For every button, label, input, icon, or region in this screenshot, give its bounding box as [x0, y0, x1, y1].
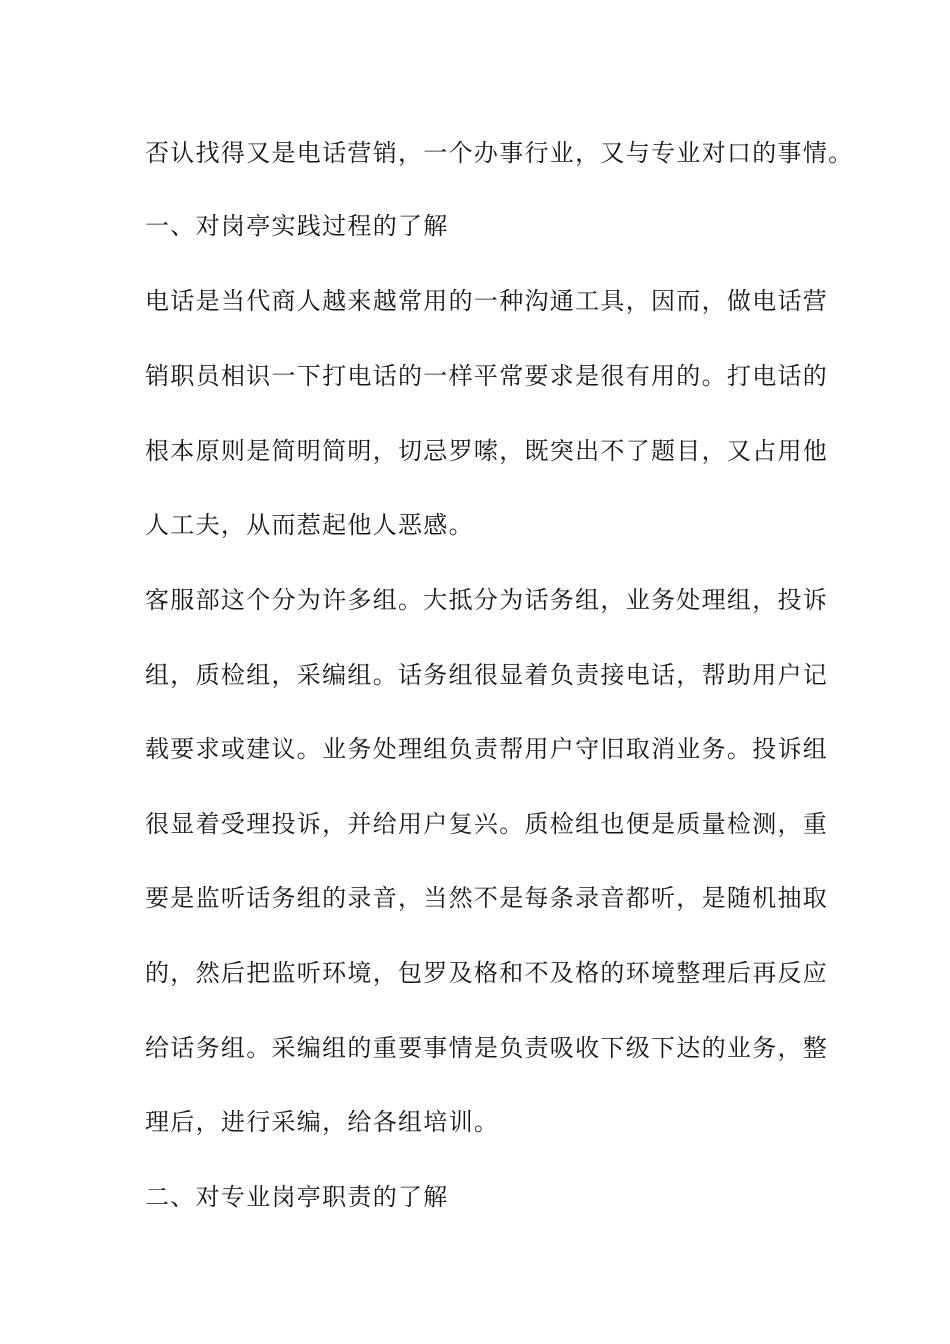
- paragraph-line: 很显着受理投诉，并给用户复兴。质检组也便是质量检测，重: [145, 810, 829, 838]
- paragraph-line: 给话务组。采编组的重要事情是负责吸收下级下达的业务，整: [145, 1034, 829, 1062]
- paragraph-line: 根本原则是简明简明，切忌罗嗦，既突出不了题目，又占用他: [145, 437, 829, 465]
- section-heading: 一、对岗亭实践过程的了解: [145, 212, 449, 240]
- paragraph-line: 的，然后把监听环境，包罗及格和不及格的环境整理后再反应: [145, 959, 829, 987]
- paragraph-line: 要是监听话务组的录音，当然不是每条录音都听，是随机抽取: [145, 884, 829, 912]
- paragraph-line: 组，质检组，采编组。话务组很显着负责接电话，帮助用户记: [145, 661, 829, 689]
- paragraph-line: 销职员相识一下打电话的一样平常要求是很有用的。打电话的: [145, 362, 829, 390]
- paragraph-line: 人工夫，从而惹起他人恶感。: [145, 511, 474, 539]
- paragraph-line: 载要求或建议。业务处理组负责帮用户守旧取消业务。投诉组: [145, 735, 829, 763]
- paragraph-line: 理后，进行采编，给各组培训。: [145, 1108, 500, 1136]
- paragraph-line: 客服部这个分为许多组。大抵分为话务组，业务处理组，投诉: [145, 586, 829, 614]
- paragraph-line: 否认找得又是电话营销，一个办事行业，又与专业对口的事情。: [145, 139, 854, 167]
- paragraph-line: 电话是当代商人越来越常用的一种沟通工具，因而，做电话营: [145, 287, 829, 315]
- section-heading: 二、对专业岗亭职责的了解: [145, 1183, 449, 1211]
